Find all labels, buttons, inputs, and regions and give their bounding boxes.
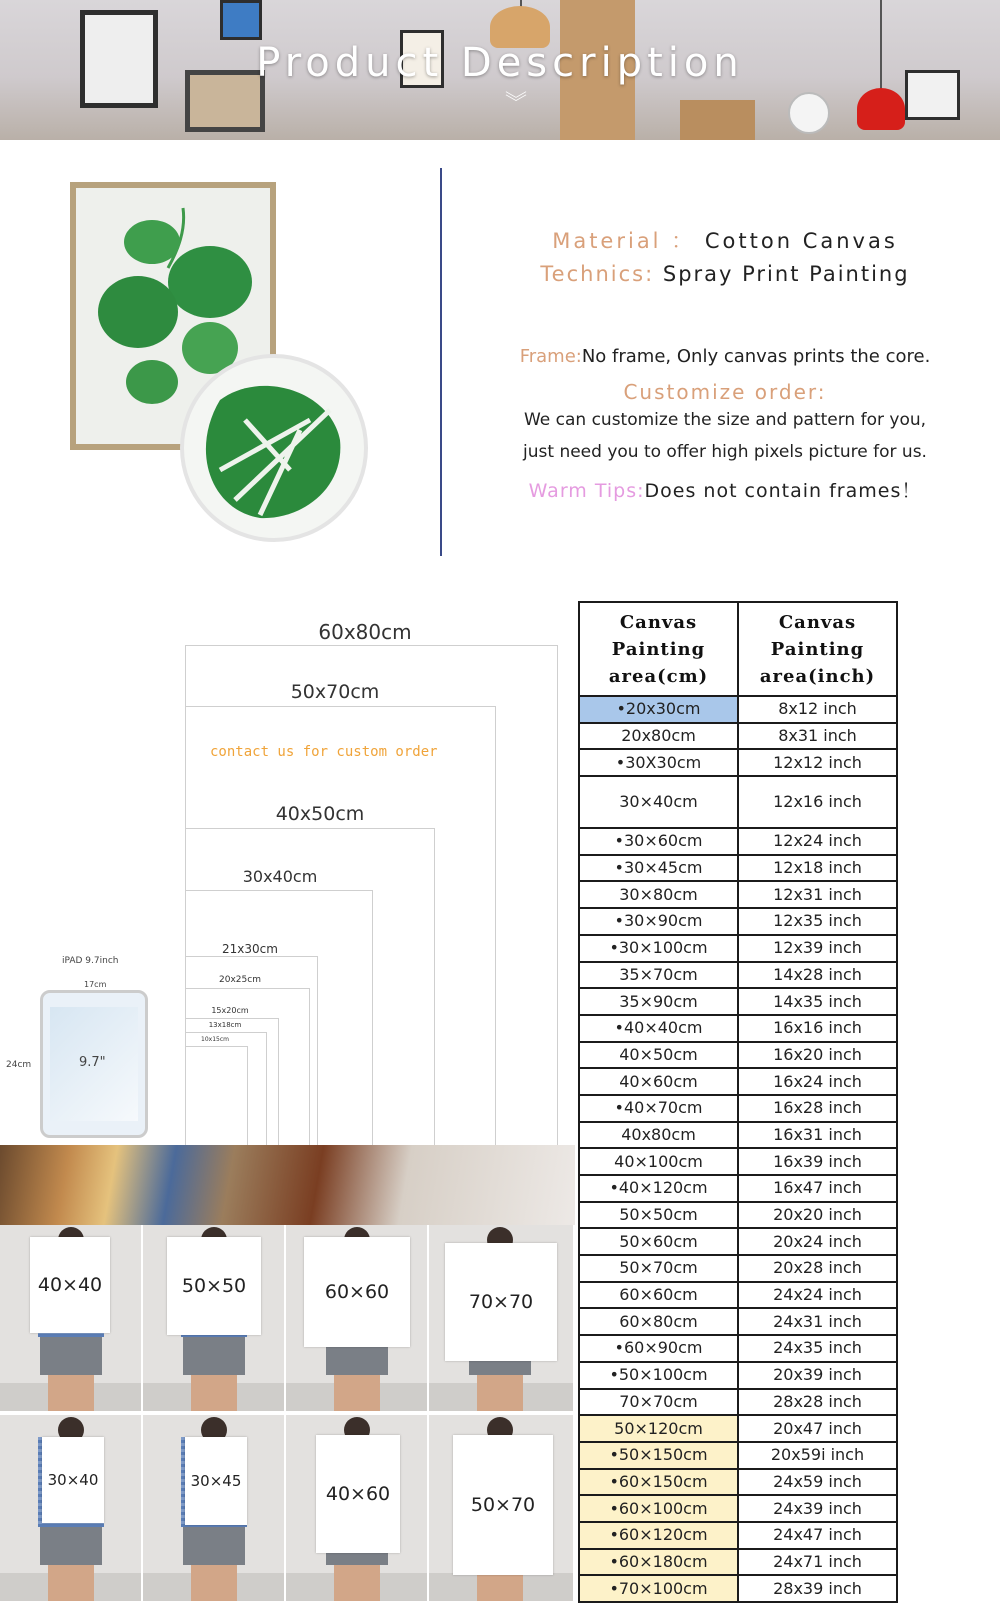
custom-order-note: contact us for custom order [210, 744, 438, 760]
cell-cm: •40×70cm [579, 1095, 738, 1122]
technics-value: Spray Print Painting [662, 262, 910, 286]
cell-cm: •30×100cm [579, 935, 738, 962]
person-legs [334, 1375, 380, 1413]
person-legs [48, 1565, 94, 1603]
cell-cm: 50×50cm [579, 1202, 738, 1229]
customize-description-line1: We can customize the size and pattern for you, [523, 410, 927, 430]
cell-inch: 12x12 inch [738, 749, 897, 776]
cell-cm: •60×120cm [579, 1522, 738, 1549]
header-cm-line: Canvas [619, 611, 698, 633]
warm-tips-value: Does not contain frames！ [644, 480, 922, 502]
size-label-15x20: 15x20cm [211, 1006, 249, 1015]
table-row [579, 1042, 897, 1069]
table-row [579, 1148, 897, 1175]
cell-inch: 12x16 inch [738, 776, 897, 828]
cell-cm: •30×45cm [579, 855, 738, 882]
cell-inch: 12x18 inch [738, 855, 897, 882]
table-row [579, 1282, 897, 1309]
table-row [579, 1335, 897, 1362]
cell-inch: 8x12 inch [738, 696, 897, 723]
header-cm-line: area(cm) [608, 665, 709, 687]
person-shorts [40, 1527, 102, 1565]
cell-cm: •30×90cm [579, 908, 738, 935]
table-row [579, 881, 897, 908]
size-label-40x50: 40x50cm [275, 803, 365, 825]
person-legs [191, 1375, 237, 1413]
cell-cm: 60×60cm [579, 1282, 738, 1309]
canvas-board: 40×40 [30, 1237, 110, 1333]
cell-inch: 14x28 inch [738, 962, 897, 989]
banner-title: Product Description [256, 40, 744, 86]
header-inch-line: Painting [770, 638, 865, 660]
table-row [579, 749, 897, 776]
technics-line [470, 262, 980, 286]
cell-inch: 28x39 inch [738, 1575, 897, 1602]
cell-inch: 20x24 inch [738, 1228, 897, 1255]
table-row [579, 828, 897, 855]
size-label-13x18: 13x18cm [208, 1021, 242, 1029]
cell-cm: •60×90cm [579, 1335, 738, 1362]
size-photo [286, 1225, 429, 1413]
banner [0, 0, 1000, 140]
frame-line [470, 346, 980, 367]
cell-cm: 50×60cm [579, 1228, 738, 1255]
table-row [579, 723, 897, 750]
cell-cm: •60×100cm [579, 1495, 738, 1522]
size-photo [0, 1415, 143, 1603]
cell-inch: 20x20 inch [738, 1202, 897, 1229]
table-row [579, 696, 897, 723]
size-outline-10x15 [185, 1046, 248, 1145]
cell-inch: 24x31 inch [738, 1308, 897, 1335]
cell-cm: 60×80cm [579, 1308, 738, 1335]
pendant-lamp-decor [857, 88, 905, 130]
table-row [579, 1549, 897, 1576]
size-table [578, 601, 898, 1603]
frame-value: No frame, Only canvas prints the core. [581, 346, 931, 367]
header-inch-line: Canvas [778, 611, 857, 633]
cell-inch: 16x16 inch [738, 1015, 897, 1042]
ipad-outline [40, 990, 148, 1138]
header-cm [579, 602, 738, 696]
table-row [579, 1469, 897, 1496]
table-row [579, 1389, 897, 1416]
monstera-leaf [168, 246, 252, 318]
table-row [579, 1575, 897, 1602]
cell-inch: 8x31 inch [738, 723, 897, 750]
size-photo [143, 1225, 286, 1413]
canvas-texture-closeup [0, 1145, 575, 1225]
table-row [579, 962, 897, 989]
cell-cm: •60×150cm [579, 1469, 738, 1496]
cell-inch: 16x28 inch [738, 1095, 897, 1122]
size-photo [0, 1225, 143, 1413]
table-row [579, 1362, 897, 1389]
size-label-50x70: 50x70cm [290, 681, 380, 703]
cell-inch: 24x47 inch [738, 1522, 897, 1549]
cell-inch: 12x39 inch [738, 935, 897, 962]
size-comparison-diagram [0, 600, 570, 1145]
material-value: Cotton Canvas [704, 229, 898, 253]
table-row [579, 1522, 897, 1549]
cell-inch: 12x35 inch [738, 908, 897, 935]
size-label-20x25: 20x25cm [219, 975, 261, 985]
table-row [579, 1095, 897, 1122]
warm-tips-label: Warm Tips: [528, 480, 645, 502]
cell-inch: 14x35 inch [738, 988, 897, 1015]
person-legs [334, 1565, 380, 1603]
size-photo [286, 1415, 429, 1603]
cell-inch: 20x59i inch [738, 1442, 897, 1469]
customize-description-line2: just need you to offer high pixels picture for us. [523, 442, 927, 462]
size-label-10x15: 10x15cm [201, 1036, 229, 1043]
table-row [579, 1228, 897, 1255]
cell-inch: 24x24 inch [738, 1282, 897, 1309]
cell-cm: 40×60cm [579, 1068, 738, 1095]
canvas-board: 40×60 [316, 1435, 400, 1553]
table-row [579, 1495, 897, 1522]
cell-cm: 20x80cm [579, 723, 738, 750]
cell-inch: 24x59 inch [738, 1469, 897, 1496]
cell-cm: 35×70cm [579, 962, 738, 989]
table-row [579, 1442, 897, 1469]
size-label-21x30: 21x30cm [222, 942, 278, 956]
cell-cm: 40x80cm [579, 1122, 738, 1149]
ipad-label: iPAD 9.7inch [62, 956, 119, 966]
cell-inch: 16x24 inch [738, 1068, 897, 1095]
customize-title: Customize order: [623, 380, 827, 404]
warm-tips-line [470, 476, 980, 503]
table-row [579, 1308, 897, 1335]
cell-cm: 70×70cm [579, 1389, 738, 1416]
technics-label: Technics: [540, 262, 655, 286]
cell-cm: 30×40cm [579, 776, 738, 828]
canvas-board: 30×45 [185, 1437, 247, 1525]
clock-decor [788, 92, 830, 134]
canvas-board: 50×50 [167, 1237, 261, 1335]
cell-cm: •20x30cm [579, 696, 738, 723]
material-label: Material ： [552, 229, 696, 253]
table-row [579, 855, 897, 882]
person-legs [48, 1375, 94, 1413]
cell-cm: 50×120cm [579, 1415, 738, 1442]
canvas-board: 50×70 [453, 1435, 553, 1575]
cell-cm: •40×40cm [579, 1015, 738, 1042]
size-photo-grid [0, 1225, 575, 1603]
person-legs [477, 1375, 523, 1413]
cell-inch: 16x31 inch [738, 1122, 897, 1149]
cell-cm: •50×150cm [579, 1442, 738, 1469]
cell-inch: 20x39 inch [738, 1362, 897, 1389]
table-row [579, 1015, 897, 1042]
monstera-leaf [98, 276, 178, 348]
cell-inch: 20x28 inch [738, 1255, 897, 1282]
cell-inch: 12x31 inch [738, 881, 897, 908]
monstera-leaf [126, 360, 178, 404]
cell-inch: 20x47 inch [738, 1415, 897, 1442]
canvas-board: 30×40 [42, 1437, 104, 1523]
cell-inch: 16x20 inch [738, 1042, 897, 1069]
material-line [470, 225, 980, 255]
size-label-60x80: 60x80cm [318, 620, 412, 644]
cell-cm: 40×100cm [579, 1148, 738, 1175]
person-shorts [183, 1527, 245, 1565]
painting-preview [60, 170, 380, 570]
cell-cm: •70×100cm [579, 1575, 738, 1602]
table-row [579, 988, 897, 1015]
size-label-30x40: 30x40cm [242, 867, 318, 886]
cell-cm: •40×120cm [579, 1175, 738, 1202]
cell-inch: 28x28 inch [738, 1389, 897, 1416]
table-row [579, 1202, 897, 1229]
header-inch-line: area(inch) [759, 665, 876, 687]
person-shorts [183, 1337, 245, 1375]
cell-inch: 16x39 inch [738, 1148, 897, 1175]
ipad-screen-size: 9.7" [79, 1055, 106, 1070]
chevron-down-icon: ︾ [505, 91, 528, 116]
size-photo [143, 1415, 286, 1603]
cell-inch: 24x39 inch [738, 1495, 897, 1522]
size-photo [429, 1225, 575, 1413]
cell-cm: 40×50cm [579, 1042, 738, 1069]
table-row [579, 1175, 897, 1202]
cell-cm: 50×70cm [579, 1255, 738, 1282]
person-shorts [40, 1337, 102, 1375]
cell-inch: 12x24 inch [738, 828, 897, 855]
table-row [579, 1415, 897, 1442]
cell-inch: 16x47 inch [738, 1175, 897, 1202]
vertical-divider [440, 168, 442, 556]
cell-cm: •60×180cm [579, 1549, 738, 1576]
table-row [579, 1122, 897, 1149]
cell-cm: •30X30cm [579, 749, 738, 776]
cell-inch: 24x35 inch [738, 1335, 897, 1362]
cell-cm: 35×90cm [579, 988, 738, 1015]
header-inch [738, 602, 897, 696]
size-photo [429, 1415, 575, 1603]
header-cm-line: Painting [611, 638, 706, 660]
table-row [579, 776, 897, 828]
canvas-board: 70×70 [445, 1243, 557, 1361]
ipad-width-label: 17cm [84, 980, 107, 989]
frame-label: Frame: [519, 346, 582, 367]
table-row [579, 908, 897, 935]
cabinet-decor [680, 100, 755, 140]
table-row [579, 1068, 897, 1095]
monstera-leaf [124, 220, 180, 264]
canvas-board: 60×60 [304, 1237, 410, 1347]
ipad-height-label: 24cm [6, 1060, 32, 1070]
person-legs [191, 1565, 237, 1603]
cell-cm: •50×100cm [579, 1362, 738, 1389]
table-row [579, 935, 897, 962]
cell-inch: 24x71 inch [738, 1549, 897, 1576]
table-row [579, 1255, 897, 1282]
cell-cm: 30×80cm [579, 881, 738, 908]
wall-frame-decor [220, 0, 262, 40]
cell-cm: •30×60cm [579, 828, 738, 855]
